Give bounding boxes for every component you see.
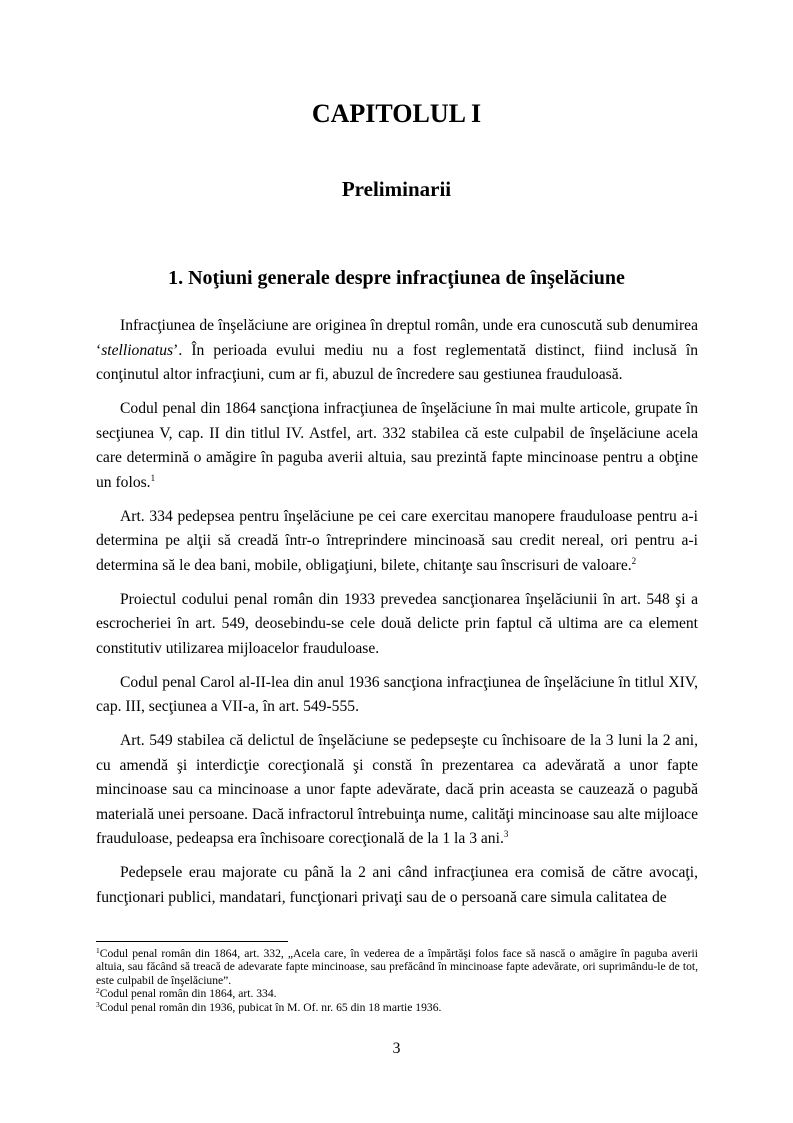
page-number: 3 [392,1040,401,1057]
paragraph-4 [96,588,698,662]
subsection-title: 1. Noţiuni generale despre infracţiunea de înşelăciune [168,267,625,289]
footnote-1 [96,947,698,987]
footnote-2 [96,987,698,1000]
footnote-2-number: 2 [96,986,100,996]
paragraph-3 [96,505,698,579]
body-text [96,314,698,920]
paragraph-7 [96,861,698,910]
paragraph-5-text: Codul penal Carol al-II-lea din anul 1936 sancţiona infracţiunea de înşelăciune în titlul XIV, cap. III, secţiunea a VII-a, în art. 549-555. [96,673,698,715]
paragraph-1-text-a: Infracţiunea de înşelăciune are originea în dreptul român, unde era cunoscută sub denumirea ‘ [96,317,698,359]
paragraph-6-text: Art. 549 stabilea că delictul de înşelăciune se pedepseşte cu închisoare de la 3 luni la 2 ani, cu amendă şi interdicţie corecţională şi constă în prezentarea ca adevărată a unor fapte mincinoase sau ca mincinoase a unor fapte adevărate, dacă prin aceasta se cauzează o pagubă materială unei persoane. Dacă infractorul întrebuinţa nume, calităţi mincinoase sau alte mijloace frauduloase, pedeapsa era închisoare corecţională de la 1 la 3 ani. [96,732,698,847]
footnote-divider [96,941,288,942]
paragraph-1-italic-term: stellionatus [101,341,174,359]
paragraph-1-text-b: ’. În perioada evului mediu nu a fost reglementată distinct, fiind inclusă în conţinutul altor infracţiuni, cum ar fi, abuzul de încredere sau gestiunea frauduloasă. [96,341,698,383]
footnote-ref-1[interactable]: 1 [150,472,156,483]
section-title: Preliminarii [341,177,452,201]
paragraph-2-text: Codul penal din 1864 sancţiona infracţiunea de înşelăciune în mai multe articole, grupate în secţiunea V, cap. II din titlul IV. Astfel, art. 332 stabilea că este culpabil de înşelăciune acela care determină o amăgire în paguba averii altuia, sau prezintă fapte mincinoase pentru a obţine un folos. [96,400,698,491]
footnote-1-text: Codul penal român din 1864, art. 332, „Acela care, în vederea de a împărtăşi folos face să nască o amăgire în paguba averii altuia, sau făcând să treacă de adevarate fapte mincinoase, sau prefăcând în mincinoase fapte adevărate, ori suprimându-le de tot, este culpabil de înşelăciune”. [96,947,698,987]
footnote-3-number: 3 [96,999,100,1009]
paragraph-5 [96,671,698,720]
paragraph-3-text: Art. 334 pedepsea pentru înşelăciune pe cei care exercitau manopere frauduloase pentru a-i determina pe alţii să creadă într-o întreprindere mincinoasă sau credit nereal, ori pentru a-i determina să le dea bani, mobile, obligaţiuni, bilete, chitanţe sau înscrisuri de valoare. [96,507,698,574]
paragraph-4-text: Proiectul codului penal român din 1933 prevedea sancţionarea înşelăciunii în art. 548 şi a escrocheriei în art. 549, deosebindu-se cele două delicte prin faptul că ultima are ca element constitutiv utilizarea mijloacelor frauduloase. [96,590,698,657]
footnote-ref-2[interactable]: 2 [631,555,637,566]
footnote-2-text: Codul penal român din 1864, art. 334. [99,987,277,1001]
footnotes [96,947,698,1014]
paragraph-7-text: Pedepsele erau majorate cu până la 2 ani când infracţiunea era comisă de către avocaţi, funcţionari publici, mandatari, funcţionari privaţi sau de o persoană care simula calitatea de [96,864,698,906]
footnote-3-text: Codul penal român din 1936, pubicat în M. Of. nr. 65 din 18 martie 1936. [99,1000,442,1014]
footnote-1-number: 1 [96,946,100,955]
footnote-3 [96,1001,698,1014]
paragraph-2 [96,397,698,495]
paragraph-1 [96,314,698,388]
footnote-ref-3[interactable]: 3 [503,829,509,839]
chapter-title: CAPITOLUL I [311,99,482,128]
paragraph-6 [96,729,698,852]
